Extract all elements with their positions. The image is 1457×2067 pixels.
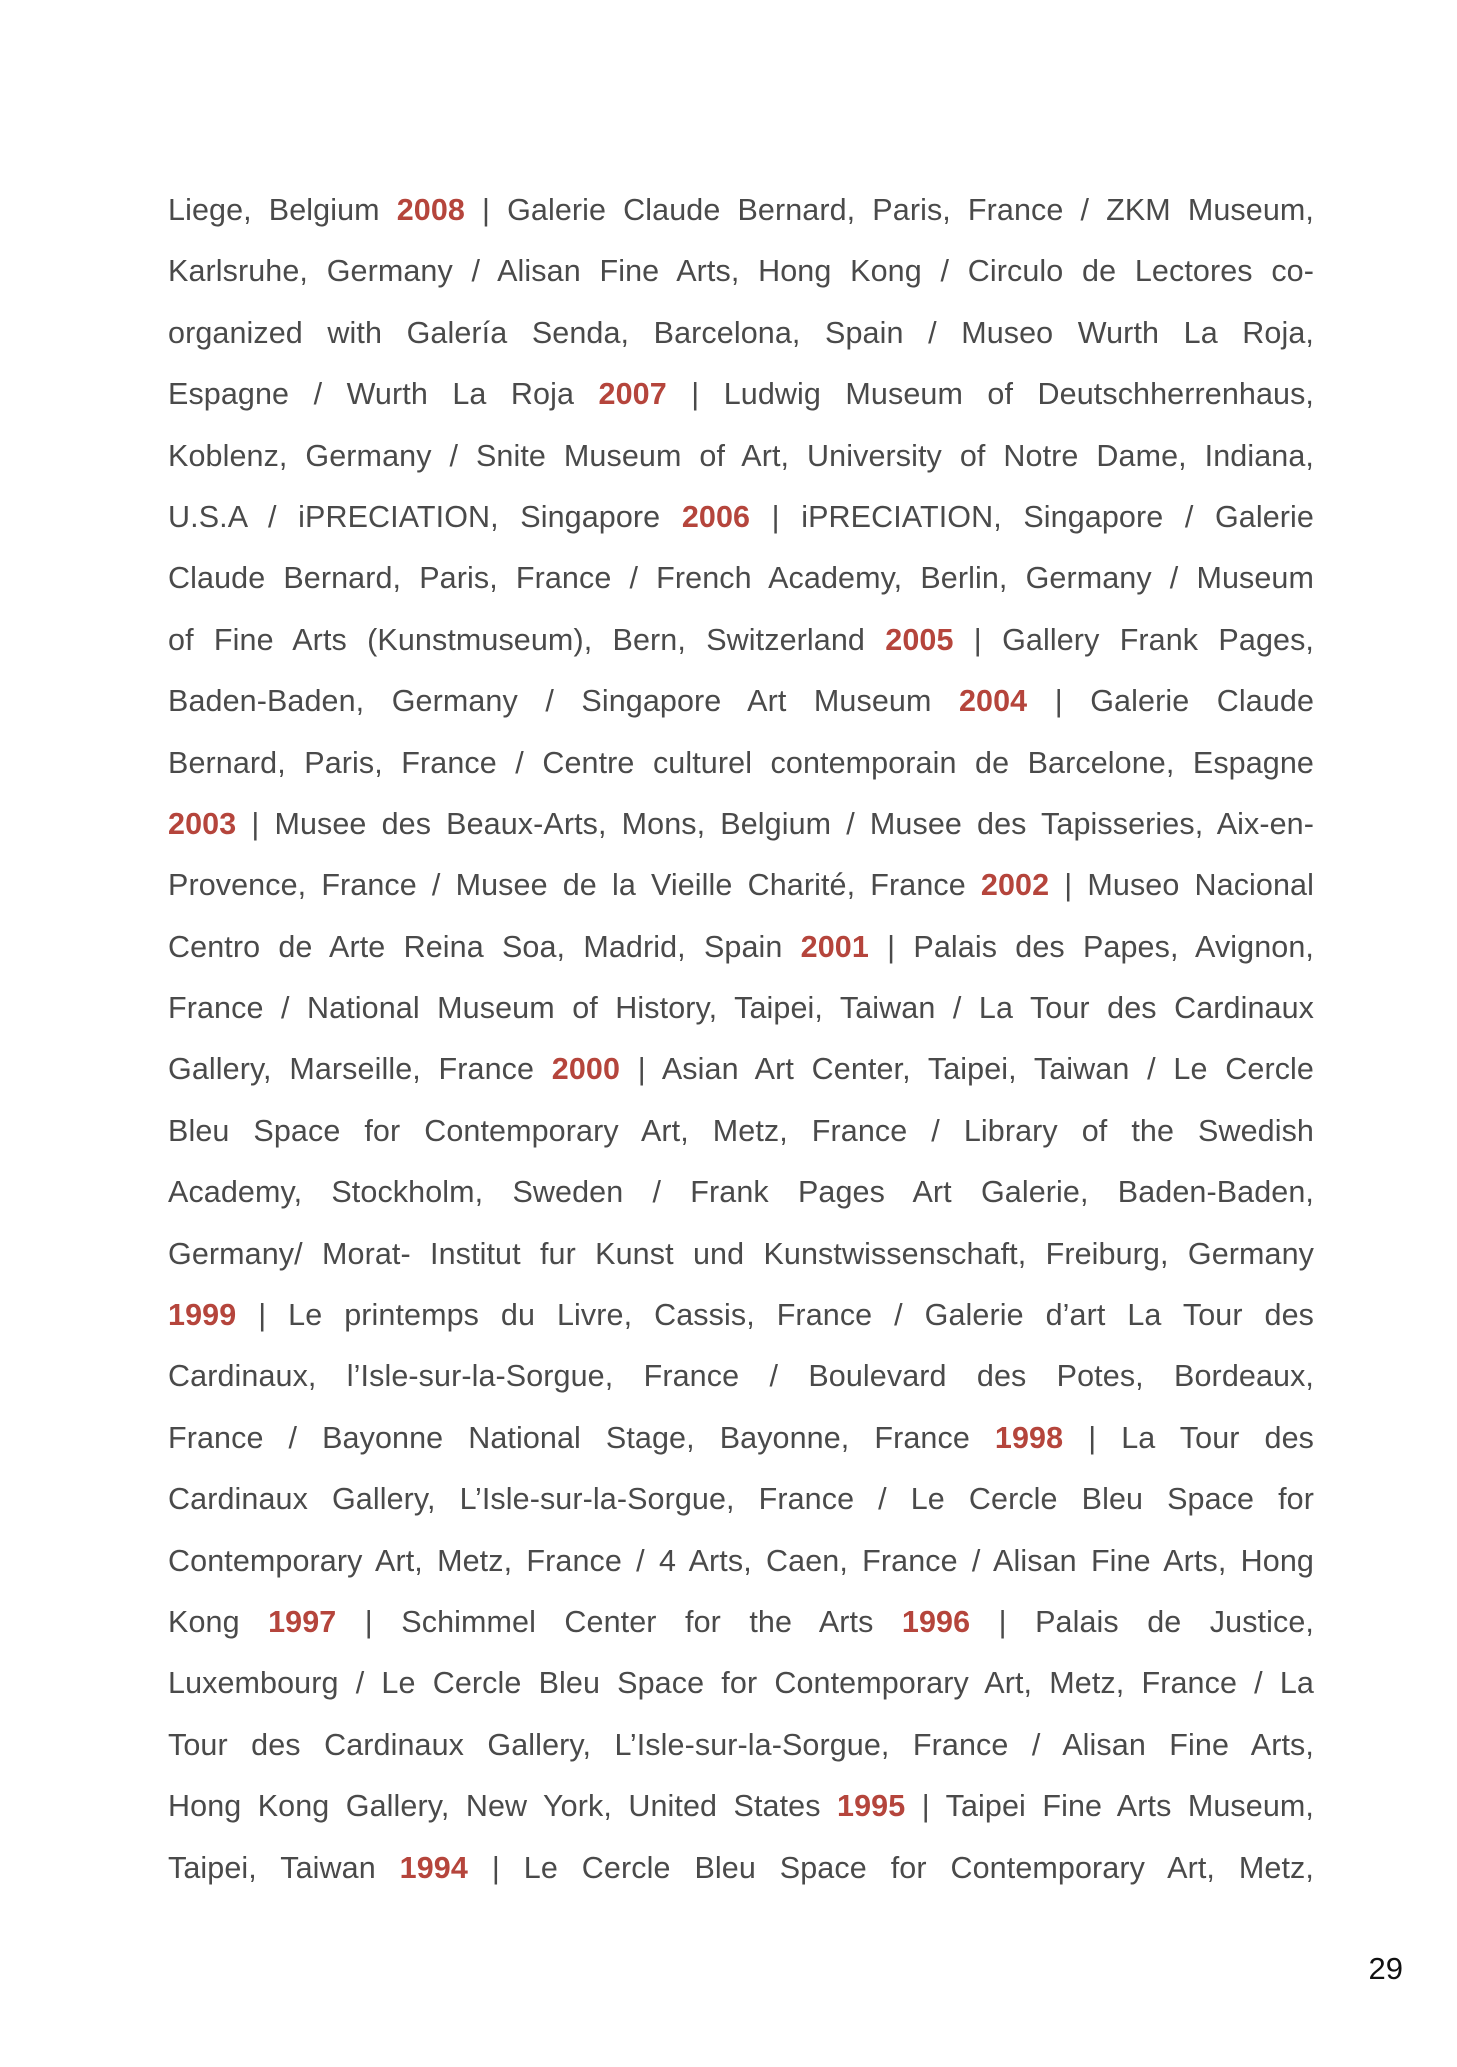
text-line: [168, 1101, 1314, 1162]
text-line: [168, 1469, 1314, 1530]
text-segment: Luxembourg / Le Cercle Bleu Space for Contemporary Art, Metz, France / La: [168, 1666, 1314, 1701]
text-segment: Provence, France / Musee de la Vieille Charité, France: [168, 868, 981, 903]
year-highlight: 2005: [885, 622, 954, 657]
text-line: [168, 978, 1314, 1039]
text-segment: | Palais de Justice,: [970, 1604, 1314, 1639]
text-segment: | Galerie Claude: [1027, 684, 1315, 719]
text-line: [168, 855, 1314, 916]
text-segment: Bernard, Paris, France / Centre culturel contemporain de Barcelone, Espagne: [168, 745, 1314, 780]
year-highlight: 2007: [598, 377, 667, 412]
text-line: [168, 548, 1314, 609]
year-highlight: 1994: [399, 1850, 468, 1885]
text-line: [168, 487, 1314, 548]
text-line: [168, 794, 1314, 855]
year-highlight: 1999: [168, 1298, 237, 1333]
text-segment: of Fine Arts (Kunstmuseum), Bern, Switzerland: [168, 622, 886, 657]
text-segment: Centro de Arte Reina Soa, Madrid, Spain: [168, 929, 801, 964]
text-segment: | Gallery Frank Pages,: [953, 622, 1314, 657]
text-line: [168, 1224, 1314, 1285]
text-line: [168, 1346, 1314, 1407]
exhibition-history-text: [168, 180, 1314, 1899]
text-segment: | Schimmel Center for the Arts: [336, 1604, 902, 1639]
text-segment: Liege, Belgium: [168, 193, 397, 227]
text-line: [168, 610, 1314, 671]
year-highlight: 2003: [168, 806, 237, 841]
text-segment: | Galerie Claude Bernard, Paris, France / ZKM Museum,: [464, 193, 1314, 227]
text-line: [168, 364, 1314, 425]
text-segment: Germany/ Morat- Institut fur Kunst und Kunstwissenschaft, Freiburg, Germany: [168, 1236, 1314, 1271]
text-segment: Contemporary Art, Metz, France / 4 Arts, Caen, France / Alisan Fine Arts, Hong: [168, 1543, 1314, 1578]
text-segment: | Museo Nacional: [1049, 868, 1314, 903]
text-line: [168, 1592, 1314, 1653]
text-segment: | Le printemps du Livre, Cassis, France / Galerie d’art La Tour des: [236, 1298, 1314, 1333]
text-line: [168, 1776, 1314, 1837]
text-segment: Kong: [168, 1604, 269, 1639]
year-highlight: 1995: [837, 1789, 906, 1824]
text-segment: | Ludwig Museum of Deutschherrenhaus,: [666, 377, 1314, 412]
text-line: [168, 426, 1314, 487]
year-highlight: 2001: [800, 929, 869, 964]
page-number: 29: [1368, 1951, 1403, 1986]
text-line: [168, 1715, 1314, 1776]
text-segment: Academy, Stockholm, Sweden / Frank Pages Art Galerie, Baden-Baden,: [168, 1175, 1314, 1210]
year-highlight: 1998: [994, 1420, 1064, 1455]
text-segment: Claude Bernard, Paris, France / French Academy, Berlin, Germany / Museum: [168, 561, 1314, 596]
text-line: [168, 733, 1314, 794]
text-segment: Tour des Cardinaux Gallery, L’Isle-sur-la-Sorgue, France / Alisan Fine Arts,: [168, 1727, 1314, 1762]
text-segment: Taipei, Taiwan: [168, 1850, 400, 1885]
text-segment: Cardinaux Gallery, L’Isle-sur-la-Sorgue, France / Le Cercle Bleu Space for: [168, 1482, 1314, 1517]
text-segment: Karlsruhe, Germany / Alisan Fine Arts, Hong Kong / Circulo de Lectores co-: [168, 254, 1314, 289]
year-highlight: 2000: [551, 1052, 621, 1087]
year-highlight: 2002: [980, 868, 1050, 903]
year-highlight: 2004: [958, 684, 1028, 719]
text-segment: | Le Cercle Bleu Space for Contemporary Art, Metz,: [467, 1850, 1314, 1885]
text-line: [168, 1531, 1314, 1592]
text-segment: France / National Museum of History, Taipei, Taiwan / La Tour des Cardinaux: [168, 991, 1314, 1026]
text-segment: | Palais des Papes, Avignon,: [868, 929, 1314, 964]
text-segment: Gallery, Marseille, France: [168, 1052, 552, 1087]
text-segment: organized with Galería Senda, Barcelona, Spain / Museo Wurth La Roja,: [168, 315, 1314, 350]
text-line: [168, 180, 1314, 241]
text-line: [168, 303, 1314, 364]
text-line: [168, 1653, 1314, 1714]
text-line: [168, 1039, 1314, 1100]
text-segment: | Asian Art Center, Taipei, Taiwan / Le Cercle: [620, 1052, 1314, 1087]
text-segment: Koblenz, Germany / Snite Museum of Art, University of Notre Dame, Indiana,: [168, 438, 1314, 473]
text-line: [168, 1838, 1314, 1899]
text-segment: Hong Kong Gallery, New York, United States: [168, 1789, 838, 1824]
text-segment: France / Bayonne National Stage, Bayonne, France: [168, 1420, 995, 1455]
year-highlight: 1997: [268, 1604, 337, 1639]
text-segment: Espagne / Wurth La Roja: [168, 377, 599, 412]
year-highlight: 2006: [681, 499, 751, 534]
text-line: [168, 1285, 1314, 1346]
text-segment: Bleu Space for Contemporary Art, Metz, France / Library of the Swedish: [168, 1113, 1314, 1148]
year-highlight: 2008: [396, 193, 465, 227]
text-segment: Baden-Baden, Germany / Singapore Art Museum: [168, 684, 959, 719]
text-segment: | La Tour des: [1063, 1420, 1315, 1455]
text-segment: | iPRECIATION, Singapore / Galerie: [750, 499, 1314, 534]
text-segment: | Musee des Beaux-Arts, Mons, Belgium / Musee des Tapisseries, Aix-en-: [236, 806, 1314, 841]
year-highlight: 1996: [901, 1604, 971, 1639]
text-segment: U.S.A / iPRECIATION, Singapore: [168, 499, 682, 534]
text-line: [168, 1162, 1314, 1223]
text-segment: | Taipei Fine Arts Museum,: [905, 1789, 1314, 1824]
text-segment: Cardinaux, l’Isle-sur-la-Sorgue, France / Boulevard des Potes, Bordeaux,: [168, 1359, 1314, 1394]
text-line: [168, 671, 1314, 732]
text-line: [168, 917, 1314, 978]
text-line: [168, 241, 1314, 302]
text-line: [168, 1408, 1314, 1469]
